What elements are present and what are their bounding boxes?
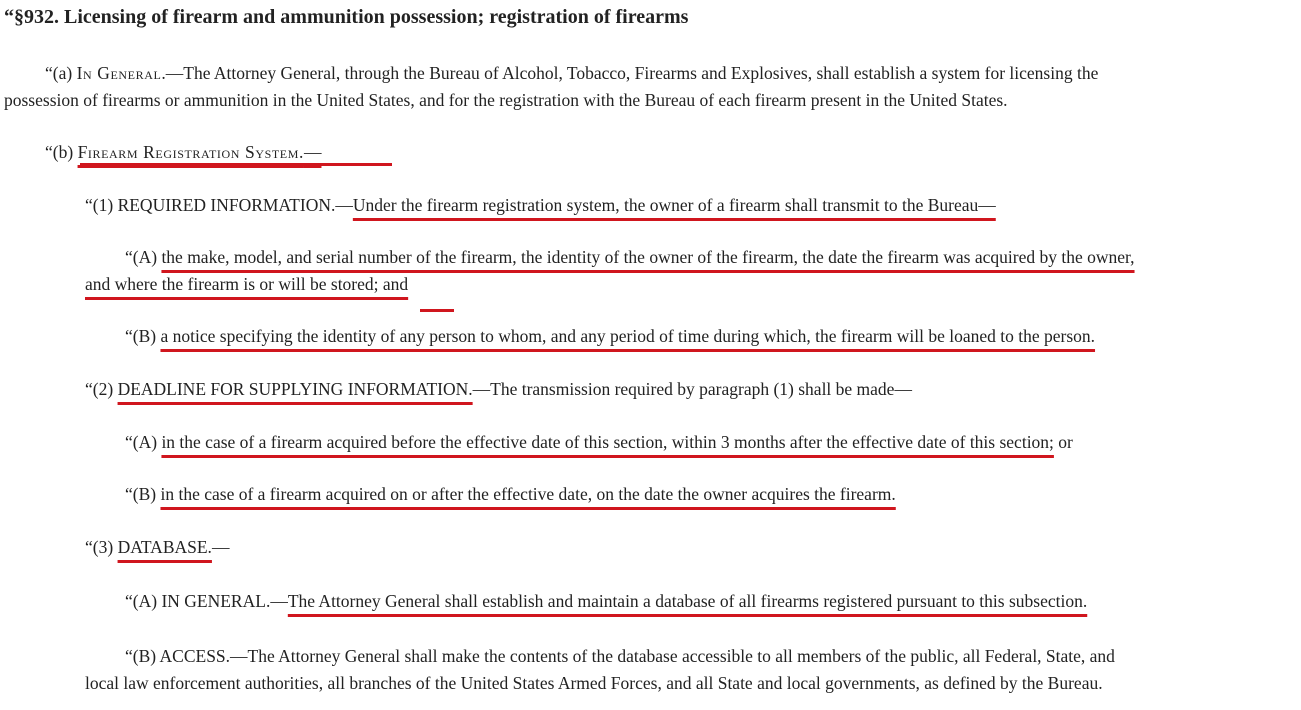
underline-mark-b	[80, 163, 392, 166]
paragraph-a-text-line1: The Attorney General, through the Bureau of Alcohol, Tobacco, Firearms and Explosives, shall establish a system for licensing the	[183, 63, 1099, 83]
paragraph-b3A	[125, 588, 1087, 615]
paragraph-a-text-line2: possession of firearms or ammunition in the United States, and for the registration with the Bureau of each firearm present in the United States.	[4, 90, 1008, 110]
paragraph-b1-text: Under the firearm registration system, the owner of a firearm shall transmit to the Bureau—	[352, 195, 996, 215]
paragraph-a-heading: In General	[76, 63, 162, 83]
paragraph-b2B-text: in the case of a firearm acquired on or after the effective date, on the date the owner acquires the firearm.	[160, 484, 896, 504]
paragraph-b1	[85, 192, 996, 219]
paragraph-b1-heading-end: .—	[330, 195, 353, 215]
paragraph-b3B-heading-end: .—	[225, 646, 248, 666]
paragraph-b2-text: The transmission required by paragraph (1) shall be made—	[490, 379, 912, 399]
paragraph-b2	[85, 376, 912, 403]
paragraph-b3A-heading: IN GENERAL	[161, 591, 266, 611]
paragraph-b2A-prefix: “(A)	[125, 432, 162, 452]
paragraph-b2A	[125, 429, 1073, 456]
paragraph-b3-prefix: “(3)	[85, 537, 118, 557]
paragraph-b3B-heading: ACCESS	[159, 646, 226, 666]
paragraph-b3B-text-line1: The Attorney General shall make the contents of the database accessible to all members of the public, all Federal, State, and	[247, 646, 1115, 666]
paragraph-b3B-prefix: “(B)	[125, 646, 160, 666]
paragraph-b	[45, 139, 321, 166]
paragraph-b2A-suffix: or	[1053, 432, 1073, 452]
paragraph-b1B	[125, 323, 1095, 350]
paragraph-b1-prefix: “(1)	[85, 195, 118, 215]
paragraph-b3B-line2	[85, 670, 1103, 697]
paragraph-b2-heading: DEADLINE FOR SUPPLYING INFORMATION.	[117, 379, 473, 399]
paragraph-a-heading-end: .—	[161, 63, 184, 83]
paragraph-b1A-text-line1: the make, model, and serial number of the firearm, the identity of the owner of the firearm, the date the firearm was acquired by the owner,	[161, 247, 1135, 267]
paragraph-b1B-text: a notice specifying the identity of any person to whom, and any period of time during which, the firearm will be loaned to the person.	[160, 326, 1096, 346]
paragraph-a-prefix: “(a)	[45, 63, 77, 83]
paragraph-b1A-line1	[125, 244, 1135, 271]
paragraph-b2-prefix: “(2)	[85, 379, 118, 399]
section-heading: “§932. Licensing of firearm and ammunition possession; registration of firearms	[4, 6, 689, 28]
paragraph-b3	[85, 534, 229, 561]
paragraph-b3-heading-end: —	[211, 537, 230, 557]
underline-mark-and	[420, 309, 454, 312]
paragraph-b3B-text-line2: local law enforcement authorities, all branches of the United States Armed Forces, and all State and local governments, as defined by the Bureau.	[85, 673, 1103, 693]
paragraph-b2-heading-end: —	[472, 379, 491, 399]
paragraph-b-heading: Firearm Registration System.	[77, 142, 304, 162]
paragraph-b3B-line1	[125, 643, 1115, 670]
paragraph-b2B-prefix: “(B)	[125, 484, 161, 504]
paragraph-b3A-prefix: “(A)	[125, 591, 162, 611]
paragraph-b1-heading: REQUIRED INFORMATION	[117, 195, 331, 215]
paragraph-b3-heading: DATABASE.	[117, 537, 212, 557]
paragraph-b3A-text: The Attorney General shall establish and maintain a database of all firearms registered pursuant to this subsection.	[287, 591, 1088, 611]
paragraph-a-line2	[4, 87, 1008, 114]
paragraph-b1A-line2	[85, 271, 408, 298]
paragraph-b2B	[125, 481, 896, 508]
paragraph-b-heading-end: —	[303, 142, 322, 162]
paragraph-a-line1	[45, 60, 1098, 87]
paragraph-b1A-prefix: “(A)	[125, 247, 162, 267]
paragraph-b-prefix: “(b)	[45, 142, 78, 162]
paragraph-b1A-text-line2: and where the firearm is or will be stored; and	[85, 274, 409, 294]
paragraph-b3A-heading-end: .—	[265, 591, 288, 611]
paragraph-b2A-text: in the case of a firearm acquired before the effective date of this section, within 3 months after the effective date of this section;	[161, 432, 1054, 452]
paragraph-b1B-prefix: “(B)	[125, 326, 161, 346]
